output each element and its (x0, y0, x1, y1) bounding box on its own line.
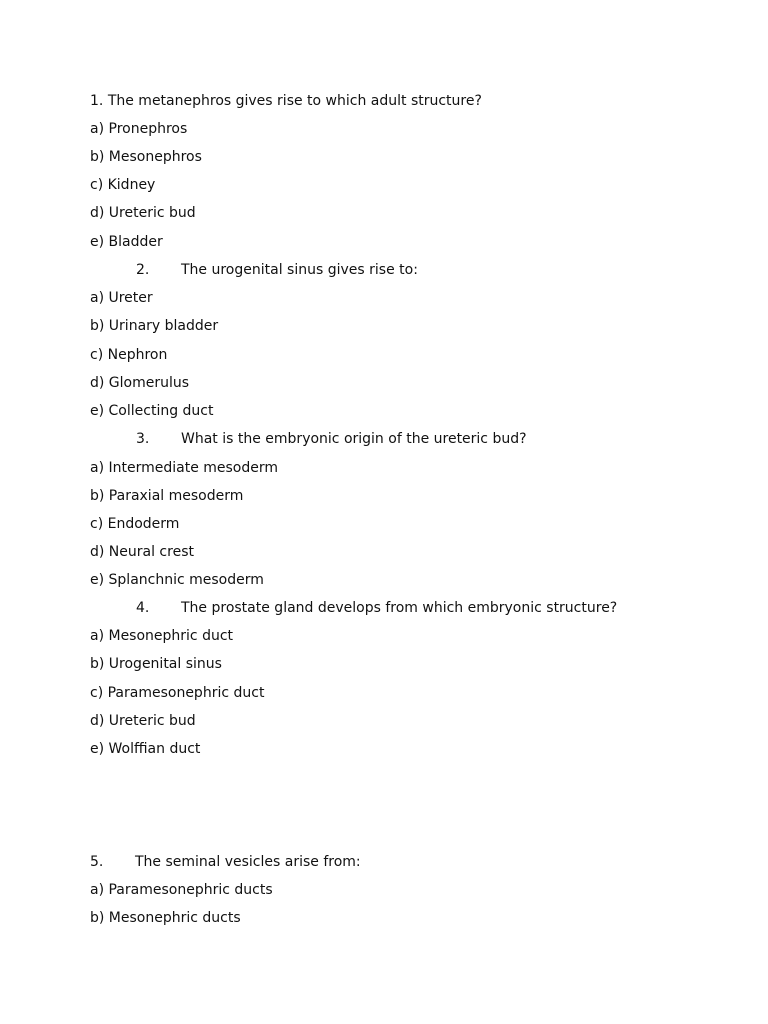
question-1-option-b: b) Mesonephros (90, 149, 202, 165)
question-4-option-e: e) Wolffian duct (90, 741, 201, 757)
question-2-option-c: c) Nephron (90, 347, 168, 363)
question-2-option-e: e) Collecting duct (90, 403, 214, 419)
question-5-option-b: b) Mesonephric ducts (90, 910, 241, 926)
question-4-option-a: a) Mesonephric duct (90, 628, 234, 644)
question-1-option-d: d) Ureteric bud (90, 205, 196, 221)
question-4-option-c: c) Paramesonephric duct (90, 685, 265, 701)
question-3-number: 3. (136, 431, 150, 447)
question-4-text: The prostate gland develops from which embryonic structure? (181, 600, 618, 616)
question-3-option-c: c) Endoderm (90, 516, 180, 532)
question-2-text: The urogenital sinus gives rise to: (181, 262, 418, 278)
question-3-option-d: d) Neural crest (90, 544, 194, 560)
question-1-title (90, 91, 482, 111)
question-2-option-b: b) Urinary bladder (90, 318, 219, 334)
question-1-text: The metanephros gives rise to which adult structure? (107, 93, 482, 109)
question-5-option-a: a) Paramesonephric ducts (90, 882, 273, 898)
question-3-text: What is the embryonic origin of the ureteric bud? (181, 431, 527, 447)
question-1-option-e: e) Bladder (90, 234, 163, 250)
question-1-option-a: a) Pronephros (90, 121, 188, 137)
question-1-number: 1. (90, 93, 104, 109)
question-4-option-b: b) Urogenital sinus (90, 656, 222, 672)
question-2-title (136, 260, 418, 280)
question-5-title (90, 852, 361, 872)
question-4-option-d: d) Ureteric bud (90, 713, 196, 729)
question-2-option-a: a) Ureter (90, 290, 153, 306)
question-2-option-d: d) Glomerulus (90, 375, 190, 391)
question-1-option-c: c) Kidney (90, 177, 156, 193)
question-3-option-a: a) Intermediate mesoderm (90, 460, 279, 476)
question-4-title (136, 598, 617, 618)
question-3-option-b: b) Paraxial mesoderm (90, 488, 244, 504)
question-3-title (136, 429, 527, 449)
question-5-text: The seminal vesicles arise from: (135, 854, 361, 870)
question-4-number: 4. (136, 600, 150, 616)
question-2-number: 2. (136, 262, 150, 278)
question-5-number: 5. (90, 854, 104, 870)
question-3-option-e: e) Splanchnic mesoderm (90, 572, 264, 588)
